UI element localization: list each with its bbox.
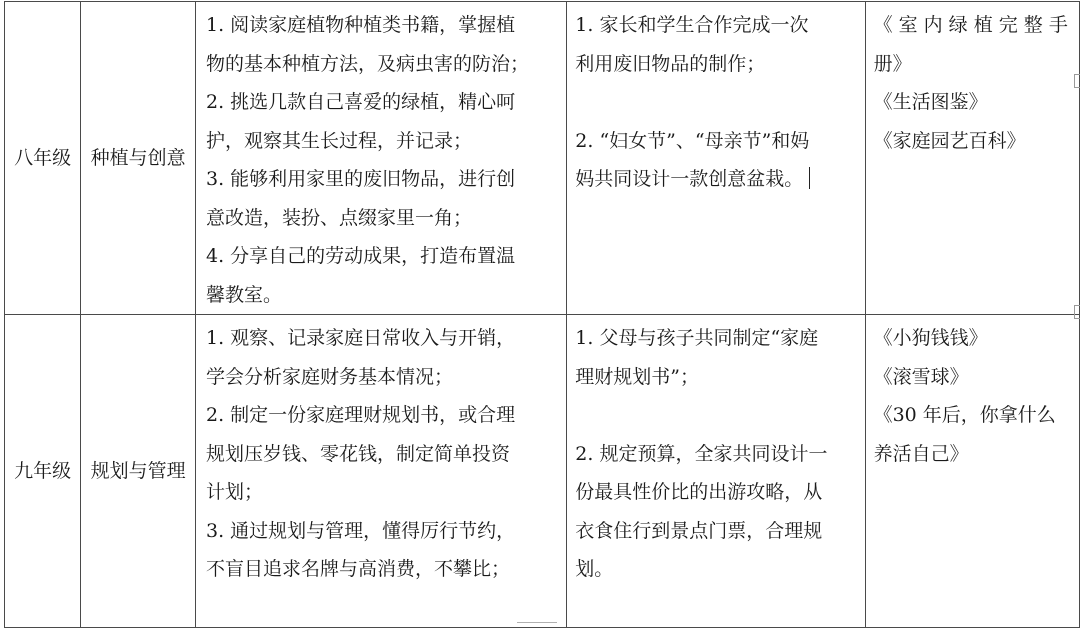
goal-line: 馨教室。 [206,283,283,306]
goal-line: 不盲目追求名牌与高消费，不攀比； [206,558,511,580]
goals-cell [196,315,567,628]
activity-line: 衣食住行到景点门票，合理规 [575,519,823,542]
page-edge-marker [1074,74,1080,88]
grade-cell [5,2,81,315]
paragraph-gap [575,83,858,122]
goal-line: 1. 观察、记录家庭日常收入与开销， [206,327,516,349]
grade-cell [5,315,81,628]
goal-line: 物的基本种植方法，及病虫害的防治； [206,52,530,75]
book-line: 《家庭园艺百科》 [873,129,1026,152]
theme-cell [81,315,196,628]
activity-line: 1. 家长和学生合作完成一次 [575,14,809,36]
curriculum-table [4,1,1080,628]
books-cell [865,315,1079,628]
text-cursor [809,167,810,189]
activity-line: 2. “妇女节”、“母亲节”和妈 [575,129,810,152]
books-cell [865,2,1079,315]
grade-label: 八年级 [14,146,72,169]
activity-line: 份最具性价比的出游攻略，从 [575,481,823,503]
theme-cell [81,2,196,315]
table-row-grade-9 [5,315,1080,628]
book-line: 《滚雪球》 [873,365,969,388]
goal-line: 3. 通过规划与管理，懂得厉行节约， [206,519,516,542]
book-line: 册》 [873,52,912,75]
theme-label: 种植与创意 [90,146,186,169]
goal-line: 2. 制定一份家庭理财规划书，或合理 [206,404,516,426]
activity-line: 1. 父母与孩子共同制定“家庭 [575,327,819,349]
goals-cell [196,2,567,315]
paragraph-gap [575,396,858,435]
goal-line: 规划压岁钱、零花钱，制定简单投资 [206,442,511,465]
activity-line-text: 妈共同设计一款创意盆栽。 [575,168,804,190]
activity-line: 2. 规定预算，全家共同设计一 [575,442,828,465]
book-line: 养活自己》 [873,442,969,465]
goal-line: 护，观察其生长过程，并记录； [206,129,473,152]
activities-cell [567,315,865,628]
goal-line: 4. 分享自己的劳动成果，打造布置温 [206,245,516,267]
book-line: 《30 年后，你拿什么 [873,404,1056,426]
activity-line: 利用废旧物品的制作； [575,52,766,75]
activities-cell [567,2,865,315]
book-line: 《 室 内 绿 植 完 整 手 [873,14,1068,36]
goal-line: 学会分析家庭财务基本情况； [206,365,454,388]
activity-line: 理财规划书”； [575,365,699,388]
activity-line-with-cursor[interactable] [575,160,858,199]
goal-line: 1. 阅读家庭植物种植类书籍，掌握植 [206,14,516,36]
goal-line: 意改造，装扮、点缀家里一角； [206,206,473,229]
page-edge-marker [1074,305,1080,319]
theme-label: 规划与管理 [90,459,186,482]
book-line: 《生活图鉴》 [873,91,988,113]
grade-label: 九年级 [14,459,72,482]
goal-line: 计划； [206,481,264,503]
table-row-grade-8 [5,2,1080,315]
activity-line: 划。 [575,558,614,580]
book-line: 《小狗钱钱》 [873,327,988,349]
goal-line: 3. 能够利用家里的废旧物品，进行创 [206,168,516,190]
goal-line: 2. 挑选几款自己喜爱的绿植，精心呵 [206,91,516,113]
